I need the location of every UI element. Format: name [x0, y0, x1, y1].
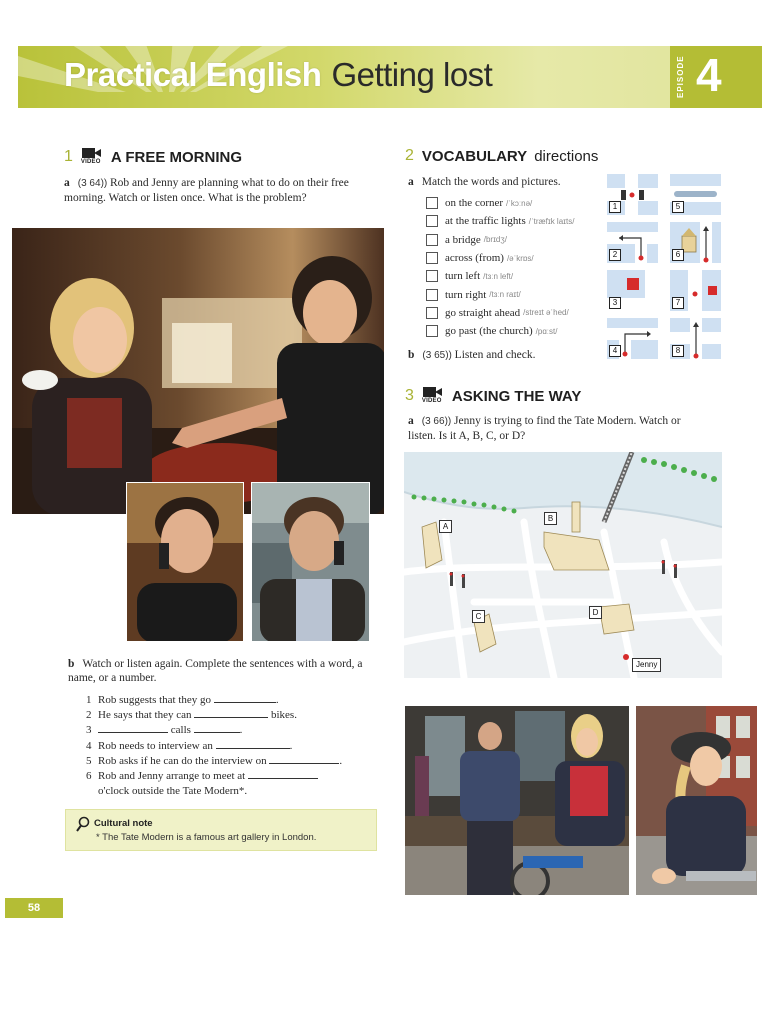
direction-tile[interactable]: 6 [670, 222, 721, 263]
answer-checkbox[interactable] [426, 252, 438, 264]
exercise-2a-text: Match the words and pictures. [421, 176, 561, 188]
section-number: 3 [405, 387, 414, 404]
exercise-1a-text: Rob and Jenny are planning what to do on their free morning. Watch or listen once. What is the problem? [64, 177, 349, 204]
sentence-item: 4 Rob needs to interview an . [86, 739, 293, 752]
video-icon: VIDEO [81, 147, 103, 167]
section-number: 1 [64, 148, 73, 165]
cultural-note-title: Cultural note [94, 818, 153, 829]
man-phone-photo [251, 482, 370, 642]
audio-track-icon[interactable]: ( [77, 178, 82, 189]
page-number: 58 [5, 898, 63, 918]
audio-track[interactable]: 3 66 [425, 416, 445, 427]
direction-tile[interactable]: 1 [607, 174, 658, 215]
vocab-item: at the traffic lights /ˈtræfɪk laɪts/ [426, 212, 606, 230]
section-title: ASKING THE WAY [451, 387, 582, 405]
episode-badge [670, 46, 762, 108]
tate-modern-map [404, 452, 722, 678]
section-title: A FREE MORNING [110, 148, 243, 166]
vocab-item: turn right /tɜːn raɪt/ [426, 285, 606, 303]
map-label-d[interactable]: D [589, 606, 602, 619]
rob-phone-photo [126, 482, 244, 642]
answer-checkbox[interactable] [426, 289, 438, 301]
section-subtitle: directions [534, 147, 599, 165]
vocab-item: go straight ahead /streɪt əˈhed/ [426, 304, 606, 322]
map-graphic [404, 452, 722, 678]
title-practical-english: Practical English [64, 56, 322, 93]
title-getting-lost: Getting lost [331, 56, 493, 93]
answer-blank[interactable] [214, 693, 276, 703]
exercise-2b: b (3 65)) Listen and check. [408, 349, 536, 361]
exercise-2b-text: Listen and check. [454, 349, 536, 361]
vocabulary-list [426, 194, 606, 340]
direction-tile[interactable]: 3 [607, 270, 658, 311]
magnifier-icon [76, 816, 90, 832]
episode-number: 4 [696, 49, 722, 101]
direction-tile[interactable]: 8 [670, 318, 721, 359]
episode-banner [18, 46, 762, 108]
answer-blank[interactable] [98, 723, 168, 733]
answer-blank[interactable] [269, 754, 339, 764]
vocab-item: across (from) /əˈkrɒs/ [426, 249, 606, 267]
exercise-2a: a Match the words and pictures. [408, 176, 561, 188]
answer-blank[interactable] [194, 708, 268, 718]
sentence-item: 2 He says that they can bikes. [86, 709, 297, 722]
direction-tile[interactable]: 5 [670, 174, 721, 215]
answer-checkbox[interactable] [426, 270, 438, 282]
audio-track[interactable]: 3 65 [425, 350, 446, 361]
sentence-item: 6 Rob and Jenny arrange to meet at [86, 769, 376, 784]
direction-pictures [607, 174, 723, 360]
answer-blank[interactable] [216, 739, 290, 749]
cafe-scene-photo [11, 227, 385, 515]
direction-tile[interactable]: 4 [607, 318, 658, 359]
exercise-1b-text: Watch or listen again. Complete the sentences with a word, a name, or a number. [68, 658, 363, 684]
answer-blank[interactable] [248, 769, 318, 779]
sentence-item: 3 calls . [86, 724, 243, 737]
sentence-list [86, 693, 376, 799]
answer-checkbox[interactable] [426, 215, 438, 227]
section-1-heading [64, 147, 242, 167]
exercise-3a-text: Jenny is trying to find the Tate Modern. Watch or listen. Is it A, B, C, or D? [408, 415, 681, 442]
answer-checkbox[interactable] [426, 197, 438, 209]
section-title: VOCABULARY [421, 147, 528, 165]
answer-checkbox[interactable] [426, 307, 438, 319]
section-3-heading [405, 386, 581, 406]
cultural-note-text: * The Tate Modern is a famous art gallery in London. [96, 832, 317, 843]
exercise-1b: b Watch or listen again. Complete the sentences with a word, a name, or a number. [68, 658, 363, 684]
cyclist-photo [635, 705, 758, 896]
street-scene-photo [404, 705, 630, 896]
audio-track-icon[interactable]: ( [422, 350, 426, 361]
answer-blank[interactable] [194, 723, 240, 733]
map-label-b[interactable]: B [544, 512, 557, 525]
section-2-heading [405, 147, 598, 165]
sentence-item-continuation: o'clock outside the Tate Modern*. [98, 785, 248, 798]
sentence-item: 5 Rob asks if he can do the interview on . [86, 754, 343, 767]
section-number: 2 [405, 147, 414, 164]
vocab-item: a bridge /brɪdʒ/ [426, 231, 606, 249]
map-label-jenny: Jenny [632, 658, 661, 672]
audio-track[interactable]: 3 64 [81, 178, 101, 189]
audio-track-icon[interactable]: ( [421, 416, 426, 427]
vocab-item: on the corner /ˈkɔːnə/ [426, 194, 606, 212]
sentence-item: 1 Rob suggests that they go . [86, 694, 279, 706]
map-label-a[interactable]: A [439, 520, 452, 533]
direction-tile[interactable]: 2 [607, 222, 658, 263]
answer-checkbox[interactable] [426, 325, 438, 337]
episode-label: EPISODE [676, 55, 685, 99]
cultural-note [65, 809, 377, 851]
video-icon: VIDEO [422, 386, 444, 406]
answer-checkbox[interactable] [426, 234, 438, 246]
direction-tile[interactable]: 7 [670, 270, 721, 311]
vocab-item: turn left /tɜːn left/ [426, 267, 606, 285]
map-label-c[interactable]: C [472, 610, 485, 623]
page-title [64, 56, 492, 94]
exercise-3a: a (3 66)) Jenny is trying to find the Tate Modern. Watch or listen. Is it A, B, C, or D? [408, 415, 681, 442]
vocab-item: go past (the church) /pɑːst/ [426, 322, 606, 340]
exercise-1a: a (3 64)) Rob and Jenny are planning what to do on their free morning. Watch or listen once. What is the problem? [64, 177, 349, 204]
